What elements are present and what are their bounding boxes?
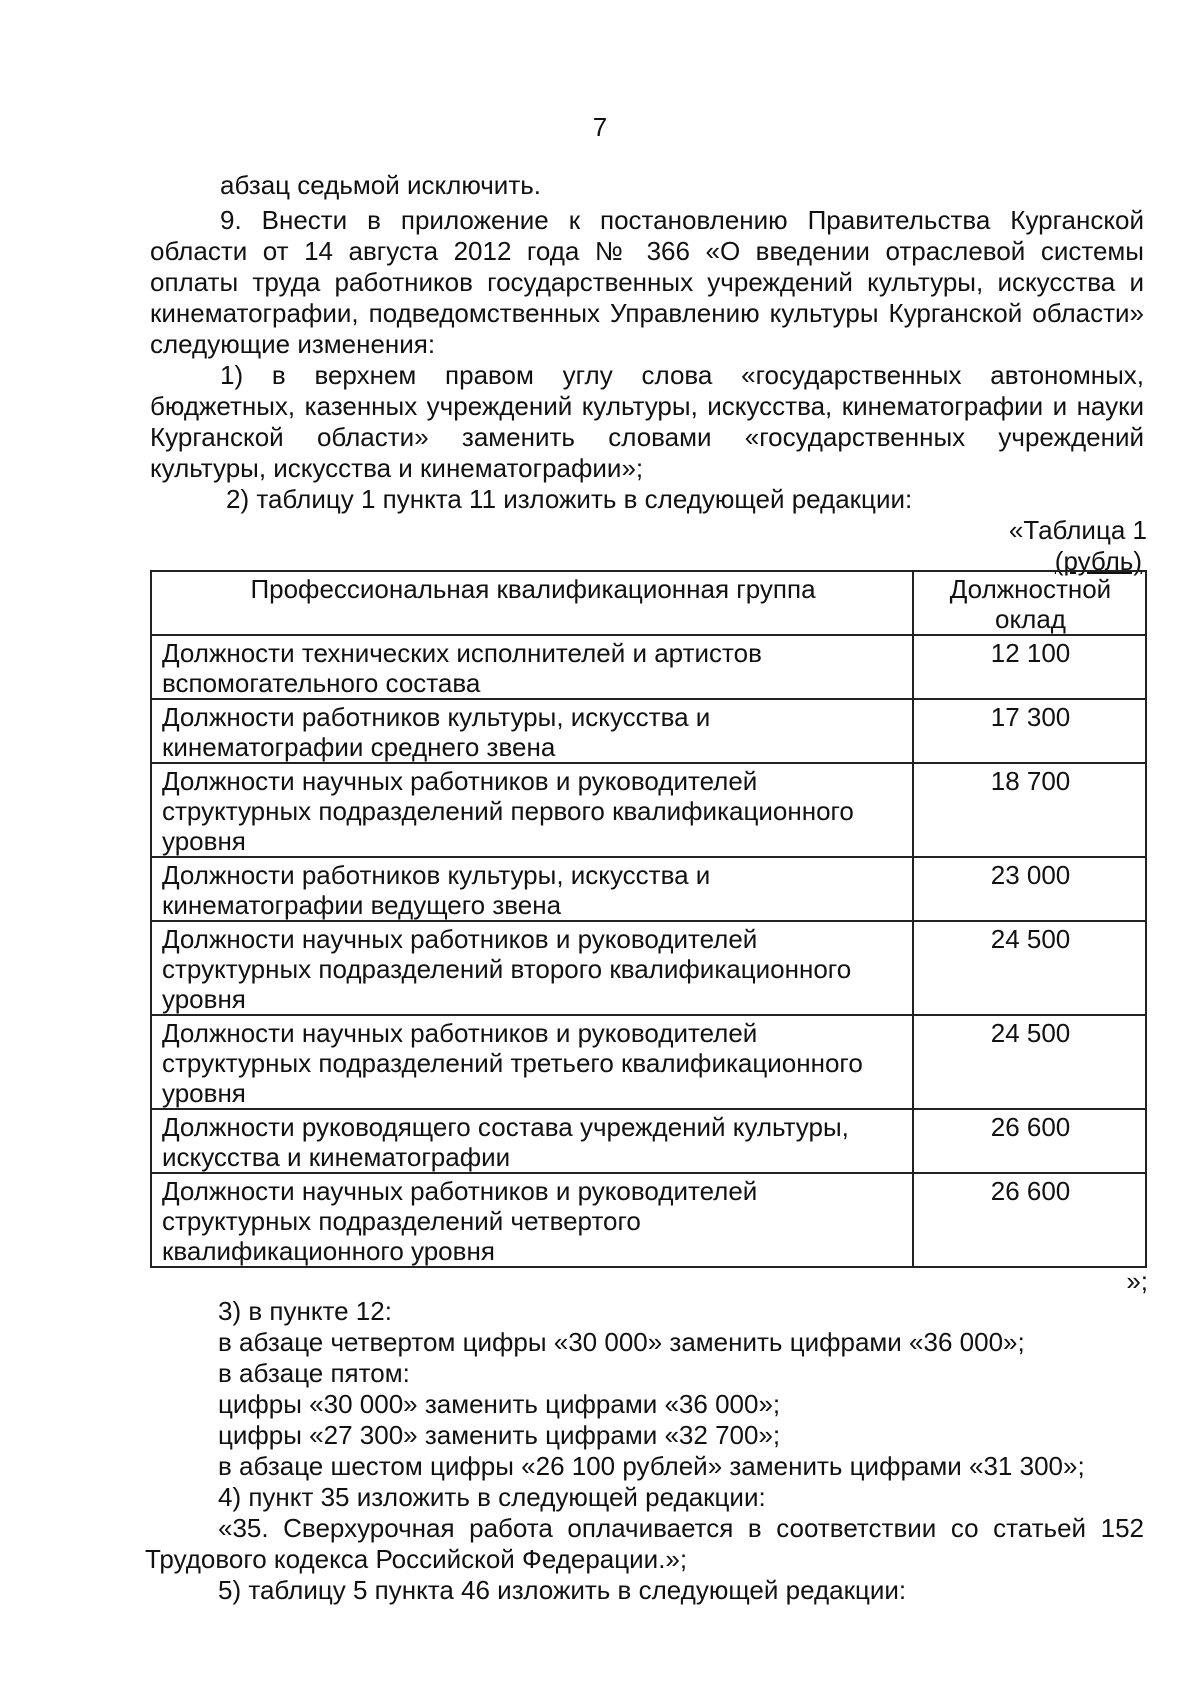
cell-line: Должности работников культуры, искусства и (162, 860, 711, 890)
cell-line: структурных подразделений второго квалификационного (162, 954, 852, 984)
paragraph-line: 5) таблицу 5 пункта 46 изложить в следующей редакции: (218, 1575, 907, 1605)
paragraph-line: области от 14 августа 2012 года № 366 «О введении отраслевой системы (150, 236, 1144, 266)
table-row (151, 921, 1146, 1015)
salary-cell: 12 100 (913, 635, 1146, 699)
header-salary (913, 571, 1146, 635)
cell-line: Должности научных работников и руководителей (162, 766, 758, 796)
group-cell (151, 857, 913, 921)
paragraph-line: 2) таблицу 1 пункта 11 изложить в следующей редакции: (226, 484, 913, 514)
table-row (151, 763, 1146, 857)
paragraph-line: кинематографии, подведомственных Управлению культуры Курганской области» (150, 298, 1144, 328)
page-number: 7 (592, 112, 608, 142)
paragraph-line: бюджетных, казенных учреждений культуры, искусства, кинематографии и науки (150, 391, 1144, 421)
cell-line: Должности технических исполнителей и артистов (162, 638, 762, 668)
header-group (151, 571, 913, 635)
cell-line: Должности научных работников и руководителей (162, 1018, 758, 1048)
paragraph-line: в абзаце шестом цифры «26 100 рублей» заменить цифрами «31 300»; (218, 1451, 1085, 1481)
table-header-row (151, 571, 1146, 635)
salary-cell: 23 000 (913, 857, 1146, 921)
paragraph-line: «35. Сверхурочная работа оплачивается в соответствии со статьей 152 (218, 1513, 1144, 1543)
paragraph-line: 4) пункт 35 изложить в следующей редакции: (218, 1482, 766, 1512)
group-cell (151, 699, 913, 763)
group-cell (151, 1173, 913, 1267)
group-cell (151, 1109, 913, 1173)
group-cell (151, 635, 913, 699)
salary-cell: 24 500 (913, 921, 1146, 1015)
cell-line: кинематографии ведущего звена (162, 890, 562, 920)
cell-line: уровня (162, 984, 246, 1014)
paragraph-line: в абзаце пятом: (218, 1358, 410, 1388)
cell-line: искусства и кинематографии (162, 1142, 511, 1172)
paragraph-line: оплаты труда работников государственных учреждений культуры, искусства и (150, 267, 1144, 297)
header-group-label: Профессиональная квалификационная группа (250, 574, 816, 604)
cell-line: структурных подразделений третьего квалификационного (162, 1048, 863, 1078)
table-row (151, 857, 1146, 921)
cell-line: уровня (162, 826, 246, 856)
paragraph-line: культуры, искусства и кинематографии»; (150, 453, 644, 483)
group-cell (151, 763, 913, 857)
paragraph-line: 9. Внести в приложение к постановлению Правительства Курганской (220, 205, 1144, 235)
salary-cell: 26 600 (913, 1109, 1146, 1173)
cell-line: кинематографии среднего звена (162, 732, 556, 762)
table-row (151, 1173, 1146, 1267)
paragraph-line: абзац седьмой исключить. (220, 170, 542, 200)
group-cell (151, 921, 913, 1015)
cell-line: Должности работников культуры, искусства и (162, 702, 711, 732)
table-row (151, 1109, 1146, 1173)
salary-cell: 24 500 (913, 1015, 1146, 1109)
paragraph-line: цифры «27 300» заменить цифрами «32 700»; (218, 1420, 781, 1450)
cell-line: Должности научных работников и руководителей (162, 924, 758, 954)
paragraph-line: Трудового кодекса Российской Федерации.»; (145, 1544, 688, 1574)
salary-table (150, 570, 1147, 1268)
salary-cell: 18 700 (913, 763, 1146, 857)
table-row (151, 1015, 1146, 1109)
table-row (151, 635, 1146, 699)
paragraph-line: в абзаце четвертом цифры «30 000» заменить цифрами «36 000»; (218, 1327, 1025, 1357)
cell-line: уровня (162, 1078, 246, 1108)
salary-cell: 17 300 (913, 699, 1146, 763)
quote-close: »; (1126, 1266, 1148, 1296)
paragraph-line: 1) в верхнем правом углу слова «государственных автономных, (220, 360, 1144, 390)
paragraph-line: следующие изменения: (150, 329, 436, 359)
cell-line: квалификационного уровня (162, 1236, 495, 1266)
cell-line: Должности научных работников и руководителей (162, 1176, 758, 1206)
paragraph-line: Курганской области» заменить словами «государственных учреждений (150, 422, 1144, 452)
group-cell (151, 1015, 913, 1109)
table-row (151, 699, 1146, 763)
cell-line: структурных подразделений четвертого (162, 1206, 641, 1236)
cell-line: структурных подразделений первого квалификационного (162, 796, 854, 826)
cell-line: Должности руководящего состава учреждений культуры, (162, 1112, 849, 1142)
table-caption: «Таблица 1 (1008, 515, 1147, 545)
unit-label: (рубль) (1054, 546, 1142, 576)
paragraph-line: 3) в пункте 12: (218, 1296, 392, 1326)
cell-line: вспомогательного состава (162, 668, 481, 698)
header-salary-line: Должностной (949, 574, 1112, 604)
salary-cell: 26 600 (913, 1173, 1146, 1267)
paragraph-line: цифры «30 000» заменить цифрами «36 000»; (218, 1389, 781, 1419)
header-salary-line: оклад (995, 604, 1066, 634)
